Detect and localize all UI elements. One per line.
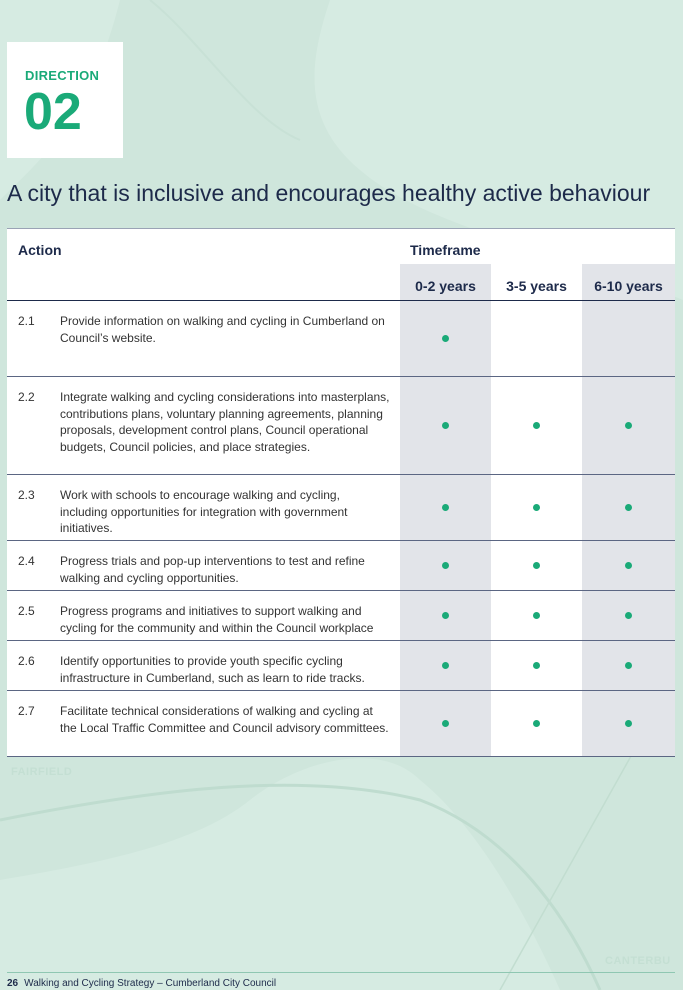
- timeframe-dot-icon: [442, 720, 449, 727]
- table-row: [7, 301, 675, 377]
- timeframe-dot-icon: [442, 422, 449, 429]
- timeframe-cell-0-2-years: [400, 475, 491, 540]
- action-description: Identify opportunities to provide youth specific cycling infrastructure in Cumberland, such as learn to ride tracks.: [60, 654, 365, 685]
- table-header-row: [7, 228, 675, 264]
- action-number: 2.3: [18, 488, 35, 502]
- timeframe-dot-icon: [442, 662, 449, 669]
- timeframe-cell-3-5-years: [491, 377, 582, 474]
- timeframe-dot-icon: [625, 562, 632, 569]
- timeframe-cell-6-10-years: [582, 377, 675, 474]
- timeframe-cell-6-10-years: [582, 541, 675, 590]
- timeframe-cell-6-10-years: [582, 691, 675, 756]
- timeframe-dot-icon: [533, 504, 540, 511]
- map-label-canterbury: CANTERBU: [605, 955, 671, 967]
- timeframe-dot-icon: [442, 504, 449, 511]
- action-description: Work with schools to encourage walking and cycling, including opportunities for integration with government initiatives.: [60, 488, 348, 535]
- header-col-6-10-years: 6-10 years: [582, 264, 675, 300]
- table-row: [7, 377, 675, 475]
- footer: [7, 978, 276, 989]
- timeframe-dot-icon: [533, 612, 540, 619]
- timeframe-dot-icon: [625, 504, 632, 511]
- table-subheader-row: [7, 264, 675, 301]
- timeframe-cell-6-10-years: [582, 301, 675, 376]
- timeframe-dot-icon: [533, 720, 540, 727]
- table-row: [7, 541, 675, 591]
- direction-label: DIRECTION: [25, 68, 100, 83]
- table-row: [7, 641, 675, 691]
- timeframe-dot-icon: [442, 612, 449, 619]
- footer-title: Walking and Cycling Strategy – Cumberland City Council: [24, 978, 277, 989]
- timeframe-dot-icon: [442, 562, 449, 569]
- direction-number: 02: [24, 83, 82, 141]
- timeframe-cell-0-2-years: [400, 691, 491, 756]
- timeframe-cell-3-5-years: [491, 591, 582, 640]
- timeframe-cell-6-10-years: [582, 475, 675, 540]
- action-number: 2.5: [18, 604, 35, 618]
- action-description: Progress programs and initiatives to support walking and cycling for the community and within the Council workplace: [60, 604, 374, 635]
- action-description: Provide information on walking and cycling in Cumberland on Council’s website.: [60, 314, 385, 345]
- table-row: [7, 475, 675, 541]
- timeframe-cell-0-2-years: [400, 641, 491, 690]
- header-action: Action: [18, 242, 62, 258]
- timeframe-dot-icon: [625, 612, 632, 619]
- timeframe-dot-icon: [533, 562, 540, 569]
- header-col-3-5-years: 3-5 years: [506, 278, 567, 294]
- timeframe-dot-icon: [442, 335, 449, 342]
- table-body: [7, 301, 675, 757]
- table-row: [7, 691, 675, 757]
- timeframe-cell-0-2-years: [400, 301, 491, 376]
- footer-divider: [7, 972, 675, 973]
- header-timeframe: Timeframe: [410, 242, 481, 258]
- timeframe-cell-6-10-years: [582, 641, 675, 690]
- page-number: 26: [7, 978, 19, 989]
- direction-box: [7, 42, 123, 158]
- header-blank: [7, 264, 400, 300]
- timeframe-dot-icon: [625, 422, 632, 429]
- timeframe-cell-3-5-years: [491, 641, 582, 690]
- timeframe-cell-3-5-years: [491, 301, 582, 376]
- action-description: Progress trials and pop-up interventions to test and refine walking and cycling opportunities.: [60, 554, 365, 585]
- table-row: [7, 591, 675, 641]
- timeframe-cell-0-2-years: [400, 591, 491, 640]
- action-description: Integrate walking and cycling considerations into masterplans, contributions plans, voluntary planning agreements, planning proposals, development control plans, Council operational budgets, Council policies, and place strategies.: [60, 390, 390, 454]
- timeframe-dot-icon: [533, 422, 540, 429]
- timeframe-cell-0-2-years: [400, 377, 491, 474]
- map-label-fairfield: FAIRFIELD: [11, 766, 73, 778]
- timeframe-cell-3-5-years: [491, 541, 582, 590]
- action-description: Facilitate technical considerations of walking and cycling at the Local Traffic Committee and Council advisory committees.: [60, 704, 389, 735]
- action-number: 2.2: [18, 390, 35, 404]
- page-heading: A city that is inclusive and encourages healthy active behaviour: [7, 180, 651, 206]
- action-number: 2.6: [18, 654, 35, 668]
- action-number: 2.1: [18, 314, 35, 328]
- timeframe-cell-6-10-years: [582, 591, 675, 640]
- timeframe-cell-3-5-years: [491, 475, 582, 540]
- timeframe-dot-icon: [625, 662, 632, 669]
- timeframe-cell-0-2-years: [400, 541, 491, 590]
- action-table: [7, 228, 675, 757]
- timeframe-dot-icon: [533, 662, 540, 669]
- action-number: 2.4: [18, 554, 35, 568]
- timeframe-cell-3-5-years: [491, 691, 582, 756]
- action-number: 2.7: [18, 704, 35, 718]
- header-col-0-2-years: 0-2 years: [400, 264, 491, 300]
- timeframe-dot-icon: [625, 720, 632, 727]
